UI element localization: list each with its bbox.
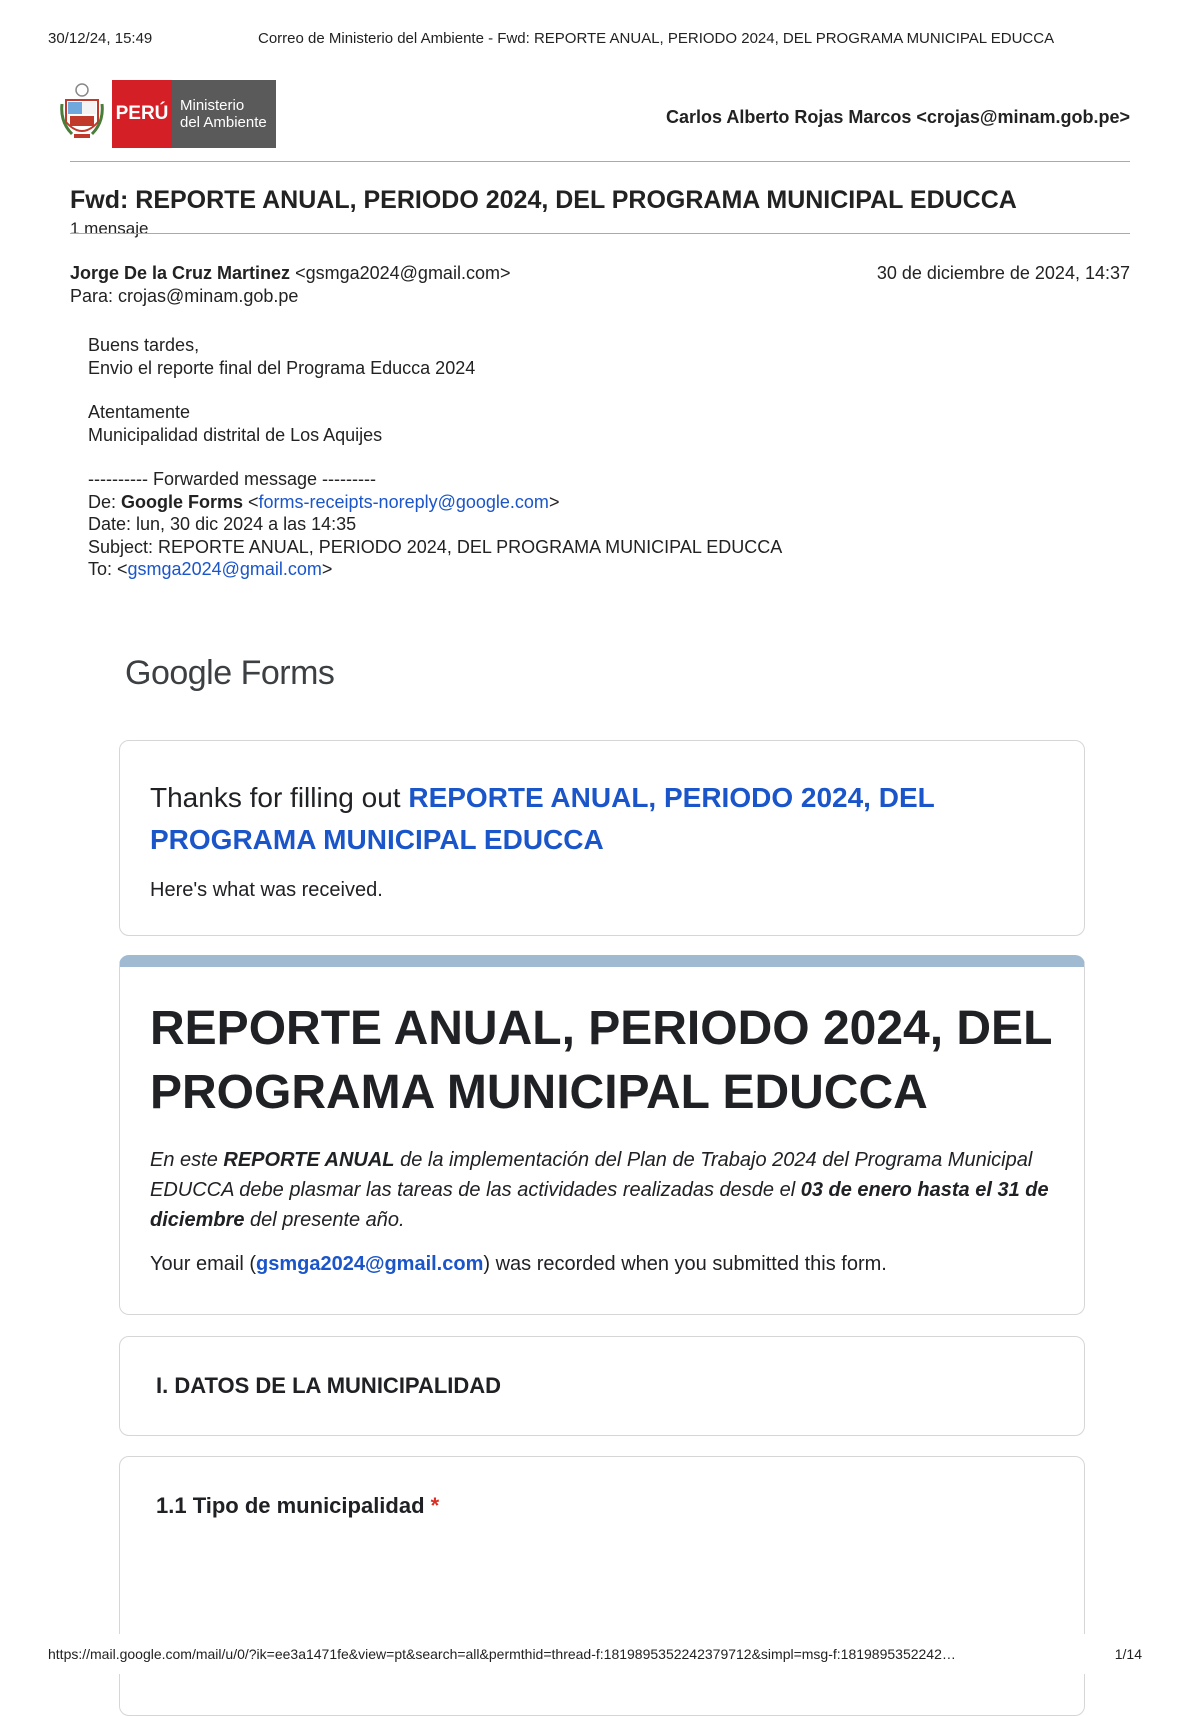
peru-crest-icon: [60, 82, 104, 146]
peru-brand-block: PERÚ: [112, 80, 172, 148]
account-recipient: Carlos Alberto Rojas Marcos <crojas@minam.gob.pe>: [665, 107, 1130, 127]
to-line: Para: crojas@minam.gob.pe: [70, 286, 299, 306]
google-forms-logo: [125, 654, 334, 693]
sender-name: Jorge De la Cruz Martinez: [70, 263, 291, 283]
divider: [70, 233, 1130, 234]
forward-to: To: <gsmga2024@gmail.com>: [88, 559, 333, 579]
thanks-card: [119, 740, 1085, 936]
body-line: Envio el reporte final del Programa Educca 2024: [88, 357, 476, 378]
ministry-name-block: [172, 80, 276, 148]
print-title: Correo de Ministerio del Ambiente - Fwd: REPORTE ANUAL, PERIODO 2024, DEL PROGRAMA MUNICIPAL EDUCCA: [258, 30, 1055, 47]
thanks-message: Thanks for filling out REPORTE ANUAL, PERIODO 2024, DEL PROGRAMA MUNICIPAL EDUCCA: [150, 782, 935, 855]
ministry-line-2: del Ambiente: [180, 114, 267, 131]
question-title: 1.1 Tipo de municipalidad *: [156, 1493, 440, 1518]
print-footer: [48, 1634, 1142, 1674]
sender-line: [70, 263, 510, 284]
google-wordmark: Google: [125, 654, 232, 692]
forward-from: De: Google Forms <forms-receipts-noreply@google.com>: [88, 491, 560, 512]
email-subject: Fwd: REPORTE ANUAL, PERIODO 2024, DEL PROGRAMA MUNICIPAL EDUCCA: [70, 186, 1017, 214]
forward-to-email-link[interactable]: gsmga2024@gmail.com: [127, 559, 322, 579]
form-description: En este REPORTE ANUAL de la implementación del Plan de Trabajo 2024 del Programa Municipal EDUCCA debe plasmar las tareas de las actividades realizadas desde el 03 de enero hasta el 31 de diciembre del presente año.: [150, 1149, 1049, 1231]
ministry-logo: [60, 80, 276, 148]
forward-header: ---------- Forwarded message ---------: [88, 469, 376, 489]
question-card: [119, 1456, 1085, 1716]
sender-email: <gsmga2024@gmail.com>: [295, 263, 511, 283]
forward-from-email-link[interactable]: forms-receipts-noreply@google.com: [258, 491, 549, 512]
form-title: REPORTE ANUAL, PERIODO 2024, DEL PROGRAMA MUNICIPAL EDUCCA: [150, 1002, 1052, 1119]
required-mark: *: [430, 1493, 440, 1518]
closing: Atentamente: [88, 402, 191, 422]
section-title: I. DATOS DE LA MUNICIPALIDAD: [156, 1373, 502, 1398]
ministry-line-1: Ministerio: [180, 97, 245, 114]
signature: Municipalidad distrital de Los Aquijes: [88, 424, 383, 445]
forward-date: Date: lun, 30 dic 2024 a las 14:35: [88, 514, 357, 534]
greeting: Buens tardes,: [88, 335, 200, 355]
forward-from-name: Google Forms: [121, 491, 244, 512]
footer-url: https://mail.google.com/mail/u/0/?ik=ee3a1471fe&view=pt&search=all&permthid=thread-f:1819895352242379712&simpl=msg-f:1819895352242…: [48, 1646, 956, 1662]
form-header-card: [119, 955, 1085, 1315]
page-number: 1/14: [1114, 1646, 1142, 1662]
divider: [70, 161, 1130, 162]
sent-date: 30 de diciembre de 2024, 14:37: [876, 263, 1130, 283]
section-card: [119, 1336, 1085, 1436]
forms-wordmark: Forms: [240, 654, 335, 692]
forward-subject: Subject: REPORTE ANUAL, PERIODO 2024, DEL PROGRAMA MUNICIPAL EDUCCA: [88, 536, 783, 557]
recorded-email: gsmga2024@gmail.com: [255, 1253, 484, 1275]
form-name-link[interactable]: REPORTE ANUAL, PERIODO 2024, DEL PROGRAMA MUNICIPAL EDUCCA: [150, 782, 935, 855]
print-datetime: 30/12/24, 15:49: [48, 30, 153, 47]
email-body: [88, 334, 782, 581]
message-count: 1 mensaje: [70, 219, 149, 238]
email-recorded-note: Your email (gsmga2024@gmail.com) was recorded when you submitted this form.: [150, 1253, 887, 1275]
received-note: Here's what was received.: [150, 879, 383, 901]
